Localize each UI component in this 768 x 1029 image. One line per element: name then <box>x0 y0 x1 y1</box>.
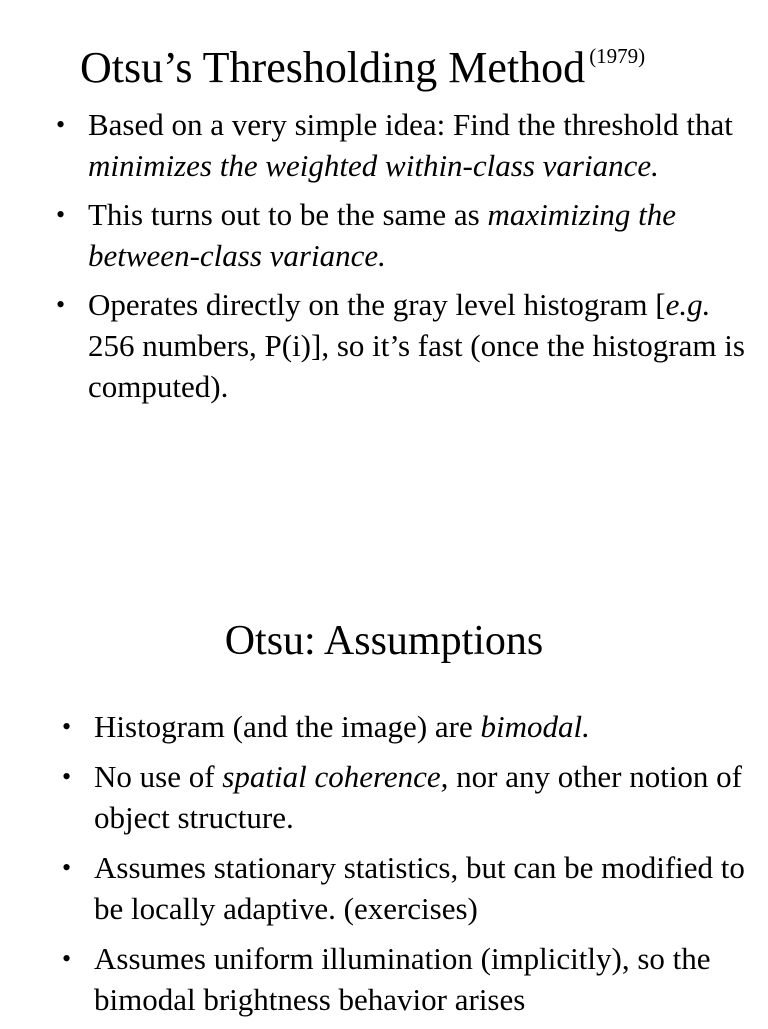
bullet-list <box>56 104 746 415</box>
bullet-emphasis: minimizes the weighted within-class variance. <box>88 148 659 183</box>
bullet-marker: • <box>56 110 66 139</box>
slide-title <box>80 30 645 94</box>
bullet-text: Assumes uniform illumination (implicitly), so the bimodal brightness behavior arises <box>94 941 711 1017</box>
bullet-marker: • <box>62 712 72 741</box>
slide-otsu-method <box>0 0 768 470</box>
bullet-text: Operates directly on the gray level histogram [ <box>88 287 666 322</box>
bullet-text: Histogram (and the image) are <box>94 709 481 744</box>
bullet-text-tail: 256 numbers, P(i)], so it’s fast (once the histogram is computed). <box>88 328 745 404</box>
slide-otsu-assumptions <box>0 600 768 1024</box>
bullet-marker: • <box>62 762 72 791</box>
bullet-text: Based on a very simple idea: Find the threshold that <box>88 107 733 142</box>
bullet-item <box>62 847 752 929</box>
bullet-item <box>56 284 746 407</box>
bullet-marker: • <box>56 200 66 229</box>
bullet-emphasis: maximizing the between-class variance. <box>88 197 677 273</box>
bullet-marker: • <box>62 944 72 973</box>
bullet-emphasis: bimodal. <box>480 709 590 744</box>
bullet-marker: • <box>56 290 66 319</box>
bullet-text: This turns out to be the same as <box>88 197 488 232</box>
slide-title: Otsu: Assumptions <box>224 618 544 664</box>
bullet-item <box>62 938 752 1020</box>
bullet-list <box>62 706 752 1029</box>
bullet-marker: • <box>62 853 72 882</box>
bullet-emphasis: e.g. <box>665 287 711 322</box>
bullet-item <box>62 706 752 747</box>
bullet-emphasis: spatial coherence, <box>222 759 449 794</box>
bullet-text: No use of <box>94 759 223 794</box>
title-text: Otsu’s Thresholding Method <box>80 43 586 92</box>
bullet-item <box>56 194 746 276</box>
bullet-text: Assumes stationary statistics, but can be modified to be locally adaptive. (exercises) <box>94 850 745 926</box>
bullet-item <box>62 756 752 838</box>
title-year: (1979) <box>589 44 646 68</box>
bullet-text-tail: nor any other notion of object structure. <box>94 759 742 835</box>
bullet-item <box>56 104 746 186</box>
